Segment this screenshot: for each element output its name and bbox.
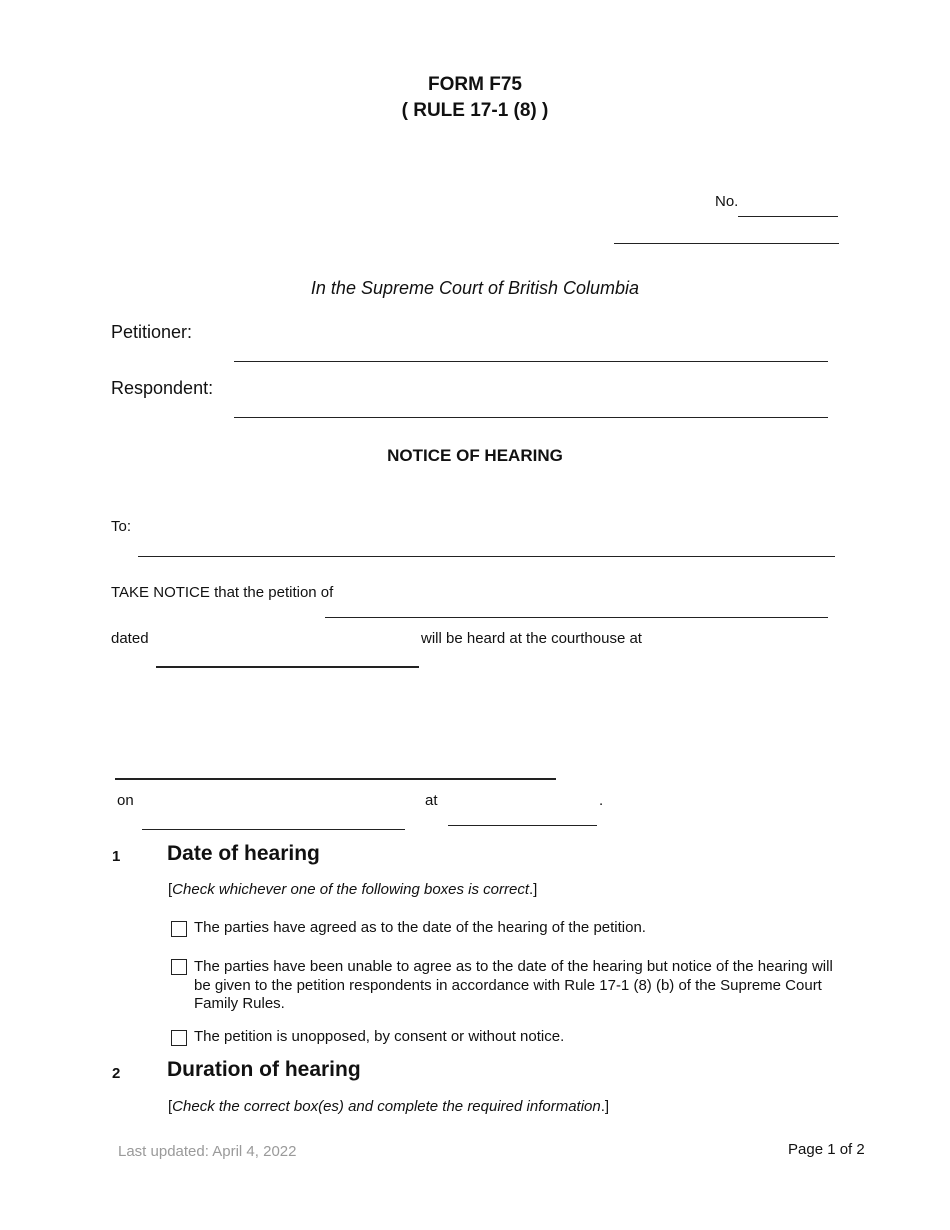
petitioner-name-field[interactable]: [325, 617, 828, 618]
dated-field[interactable]: [156, 666, 419, 668]
file-number-field[interactable]: [738, 216, 838, 217]
section-1-title: Date of hearing: [167, 842, 320, 865]
respondent-field[interactable]: [234, 417, 828, 418]
section-2-title: Duration of hearing: [167, 1058, 361, 1081]
hearing-date-field[interactable]: [142, 829, 405, 830]
to-label: To:: [111, 518, 132, 535]
take-notice-label: TAKE NOTICE that the petition of: [111, 584, 334, 601]
form-rule: ( RULE 17-1 (8) ): [401, 100, 549, 121]
court-name: In the Supreme Court of British Columbia: [310, 278, 640, 298]
to-field[interactable]: [138, 556, 835, 557]
section-1-number: 1: [112, 848, 121, 865]
section-2-number: 2: [112, 1065, 121, 1082]
form-number: FORM F75: [428, 74, 522, 95]
respondent-label: Respondent:: [111, 378, 214, 398]
section-1-instruction: [Check whichever one of the following boxes is correct.]: [168, 881, 538, 898]
courthouse-field[interactable]: [115, 778, 556, 780]
section-2-instruction: [Check the correct box(es) and complete the required information.]: [168, 1098, 610, 1115]
option-unable-to-agree-label: The parties have been unable to agree as to the date of the hearing but notice of the hearing will be given to the petition respondents in accordance with Rule 17-1 (8) (b) of the Supreme Court Family Rules.: [194, 958, 833, 1012]
petitioner-field[interactable]: [234, 361, 828, 362]
option-unable-to-agree-checkbox[interactable]: [171, 959, 187, 975]
page-number: Page 1 of 2: [788, 1141, 865, 1158]
at-label: at: [425, 792, 438, 809]
option-unopposed-checkbox[interactable]: [171, 1030, 187, 1046]
registry-field[interactable]: [614, 243, 839, 244]
hearing-time-field[interactable]: [448, 825, 597, 826]
on-label: on: [117, 792, 134, 809]
option-agreed-label: The parties have agreed as to the date of the hearing of the petition.: [194, 919, 646, 936]
heard-label: will be heard at the courthouse at: [421, 630, 642, 647]
dated-label: dated: [111, 630, 149, 647]
notice-title: NOTICE OF HEARING: [387, 446, 563, 465]
option-agreed-checkbox[interactable]: [171, 921, 187, 937]
option-unopposed-label: The petition is unopposed, by consent or without notice.: [194, 1028, 565, 1045]
petitioner-label: Petitioner:: [111, 322, 193, 342]
last-updated: Last updated: April 4, 2022: [118, 1143, 297, 1160]
period: .: [599, 792, 604, 809]
file-number-label: No.: [715, 193, 739, 210]
